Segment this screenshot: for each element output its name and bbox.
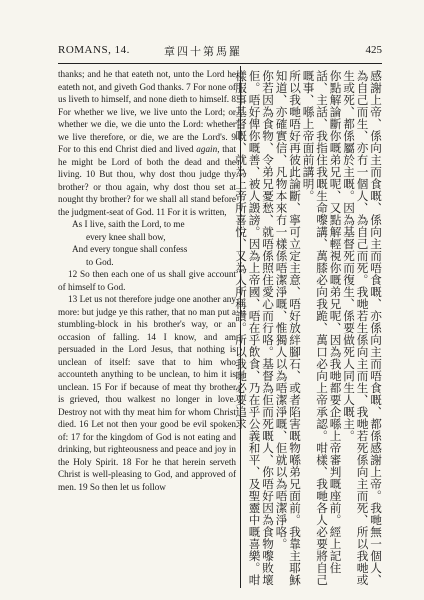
chinese-column: [234, 70, 383, 586]
page-header: [58, 44, 382, 64]
page-number: 425: [365, 44, 382, 56]
chinese-paragraph: 感謝上帝、係向主而食嘅、係向主而唔食嘅、亦係向主而唔食嘅、都係感謝上帝。我哋無一個人、為自己而生、亦冇一個人、為自己而死。我哋若生係向主而生、我哋若死係向主而死、所以我哋或生或死、都係屬於主嘅。因為基督死而復生、係要做死人同生人嘅主。: [342, 70, 383, 586]
quote-line: And every tongue shall confess: [72, 244, 188, 254]
quote-line: As I live, saith the Lord, to me: [72, 219, 185, 229]
english-paragraph: 12 So then each one of us shall give account of himself to God.: [58, 269, 236, 292]
italic-word: again: [196, 144, 218, 154]
verse-text: , that he might be Lord of both the dead and the living. 10 But thou, why dost thou judge thy brother? or thou again, why dost thou set at nought thy brother? for we shall all stand before the judgment-seat of God. 11 For it is written,: [58, 144, 236, 217]
chinese-paragraph: 你點解論斷你嘅弟兄呢、又點解輕視你嘅弟兄呢、因為我哋都要企喺上帝審判嘅座前。經上記住話、主話、我指住我嘅生命嚟講、萬膝必向我跪、萬口必向上帝承認。咁樣、我哋各人必要將自己嘅事、喺上帝面前講明。: [301, 70, 343, 586]
running-head-english: ROMANS, 14.: [58, 44, 130, 56]
chinese-paragraph: 所以我哋唔好再彼此論斷、寧可立定主意、唔好放絆腳石、或者陷害嘅物喺弟兄面前。我靠主耶穌知道、亦確實信、凡物本來冇一樣係唔潔淨嘅、惟獨人以為唔潔淨嘅、佢就以為唔潔淨咯。: [274, 70, 302, 586]
header-rule: [58, 63, 382, 64]
quote-line: to God.: [86, 256, 114, 267]
quote-line: every knee shall bow,: [86, 231, 166, 242]
running-head-chinese: 章四十第馬羅: [164, 46, 242, 58]
english-column: [58, 68, 236, 580]
verse-text: thanks; and he that eateth not, unto the Lord he eateth not, and giveth God thanks. 7 For none of us liveth to himself, and none dieth to himself. 8 For whether we live, we live unto the Lord; or whether we die, we die unto the Lord: whether we live therefore, or die, we are the Lord's. 9 For to this end Christ died and lived: [58, 69, 236, 154]
chinese-paragraph: 你若因為食物、令弟兄憂愁、就唔係照住愛心而行咯。基督為佢而死嘅人、你唔好因為食物嚟敗壞佢。唔好俾你嘅善、被人譭謗。因為上帝國、唔在乎飲食、乃在乎公義和平、及聖靈中嘅喜樂。咁樣服事基督嘅、就為上帝所喜悅、又為人所稱讚。所以我哋必要追求: [234, 70, 275, 586]
english-paragraph: [58, 68, 236, 218]
english-paragraph: 13 Let us not therefore judge one another any more: but judge ye this rather, that no man put a stumbling-block in his brother's way, or an occasion of falling. 14 I know, and am persuaded in the Lord Jesus, that nothing is unclean of itself: save that to him who accounteth anything to be unclean, to him it is unclean. 15 For if because of meat thy brother is grieved, thou walkest no longer in love. Destroy not with thy meat him for whom Christ died. 16 Let not then your good be evil spoken of: 17 for the kingdom of God is not eating and drinking, but righteousness and peace and joy in the Holy Spirit. 18 For he that herein serveth Christ is well-pleasing to God, and approved of men. 19 So then let us follow: [58, 294, 236, 492]
